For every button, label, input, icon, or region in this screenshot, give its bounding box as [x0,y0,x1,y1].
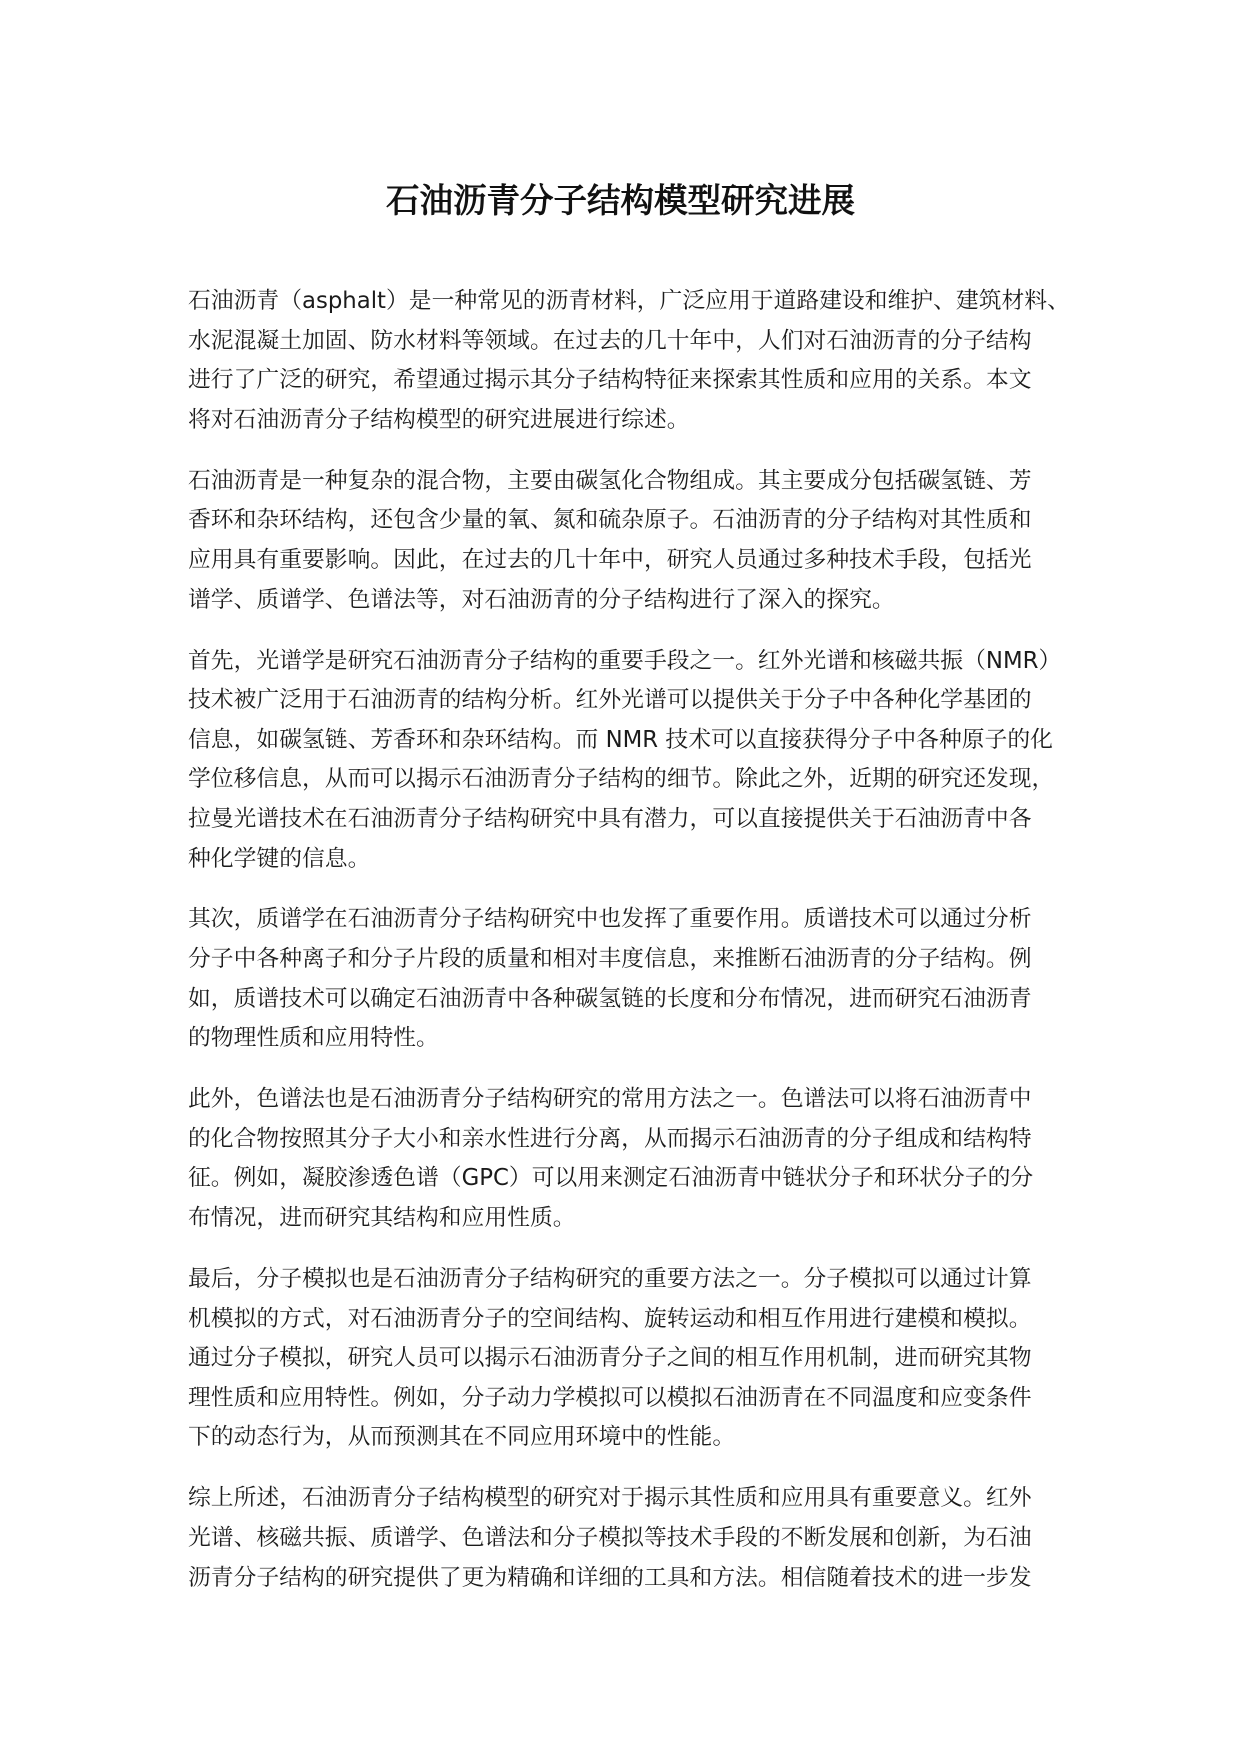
text-line: 下的动态行为，从而预测其在不同应用环境中的性能。 [188,1424,736,1451]
paragraph-4 [188,900,1168,1058]
text-line: 将对石油沥青分子结构模型的研究进展进行综述。 [188,406,690,433]
text-line: 香环和杂环结构，还包含少量的氧、氮和硫杂原子。石油沥青的分子结构对其性质和 [188,507,1032,534]
text-line: 谱学、质谱学、色谱法等，对石油沥青的分子结构进行了深入的探究。 [188,586,895,613]
text-line: 机模拟的方式，对石油沥青分子的空间结构、旋转运动和相互作用进行建模和模拟。 [188,1305,1032,1332]
paragraph-6 [188,1260,1168,1458]
text-line: 进行了广泛的研究，希望通过揭示其分子结构特征来探索其性质和应用的关系。本文 [188,367,1032,394]
text-line: 的化合物按照其分子大小和亲水性进行分离，从而揭示石油沥青的分子组成和结构特 [188,1125,1032,1152]
text-line: 征。例如，凝胶渗透色谱（GPC）可以用来测定石油沥青中链状分子和环状分子的分 [188,1165,1034,1192]
text-line: 分子中各种离子和分子片段的质量和相对丰度信息，来推断石油沥青的分子结构。例 [188,946,1032,973]
text-line: 的物理性质和应用特性。 [188,1025,439,1052]
text-line: 最后，分子模拟也是石油沥青分子结构研究的重要方法之一。分子模拟可以通过计算 [188,1266,1032,1293]
text-line: 石油沥青是一种复杂的混合物，主要由碳氢化合物组成。其主要成分包括碳氢链、芳 [188,467,1032,494]
document-title: 石油沥青分子结构模型研究进展 [386,181,855,220]
document-body [188,282,1168,1620]
paragraph-1 [188,282,1168,440]
text-line: 信息，如碳氢链、芳香环和杂环结构。而 NMR 技术可以直接获得分子中各种原子的化 [188,726,1053,753]
text-line: 拉曼光谱技术在石油沥青分子结构研究中具有潜力，可以直接提供关于石油沥青中各 [188,805,1032,832]
text-line: 此外，色谱法也是石油沥青分子结构研究的常用方法之一。色谱法可以将石油沥青中 [188,1086,1032,1113]
text-line: 石油沥青（asphalt）是一种常见的沥青材料，广泛应用于道路建设和维护、建筑材料、 [188,288,1070,314]
text-line: 布情况，进而研究其结构和应用性质。 [188,1205,576,1232]
paragraph-5 [188,1080,1168,1238]
text-line: 如，质谱技术可以确定石油沥青中各种碳氢链的长度和分布情况，进而研究石油沥青 [188,985,1032,1012]
text-line: 通过分子模拟，研究人员可以揭示石油沥青分子之间的相互作用机制，进而研究其物 [188,1345,1032,1372]
paragraph-7 [188,1479,1168,1598]
text-line: 应用具有重要影响。因此，在过去的几十年中，研究人员通过多种技术手段，包括光 [188,546,1032,573]
text-line: 光谱、核磁共振、质谱学、色谱法和分子模拟等技术手段的不断发展和创新，为石油 [188,1524,1032,1551]
text-line: 理性质和应用特性。例如，分子动力学模拟可以模拟石油沥青在不同温度和应变条件 [188,1384,1032,1411]
text-line: 水泥混凝土加固、防水材料等领域。在过去的几十年中，人们对石油沥青的分子结构 [188,327,1032,354]
text-line: 沥青分子结构的研究提供了更为精确和详细的工具和方法。相信随着技术的进一步发 [188,1564,1032,1591]
paragraph-2 [188,462,1168,620]
text-line: 技术被广泛用于石油沥青的结构分析。红外光谱可以提供关于分子中各种化学基团的 [188,687,1032,714]
text-line: 综上所述，石油沥青分子结构模型的研究对于揭示其性质和应用具有重要意义。红外 [188,1485,1032,1512]
text-line: 学位移信息，从而可以揭示石油沥青分子结构的细节。除此之外，近期的研究还发现， [188,766,1055,793]
text-line: 首先，光谱学是研究石油沥青分子结构的重要手段之一。红外光谱和核磁共振（NMR） [188,647,1062,674]
text-line: 种化学键的信息。 [188,845,371,872]
paragraph-3 [188,642,1168,880]
text-line: 其次，质谱学在石油沥青分子结构研究中也发挥了重要作用。质谱技术可以通过分析 [188,906,1032,933]
